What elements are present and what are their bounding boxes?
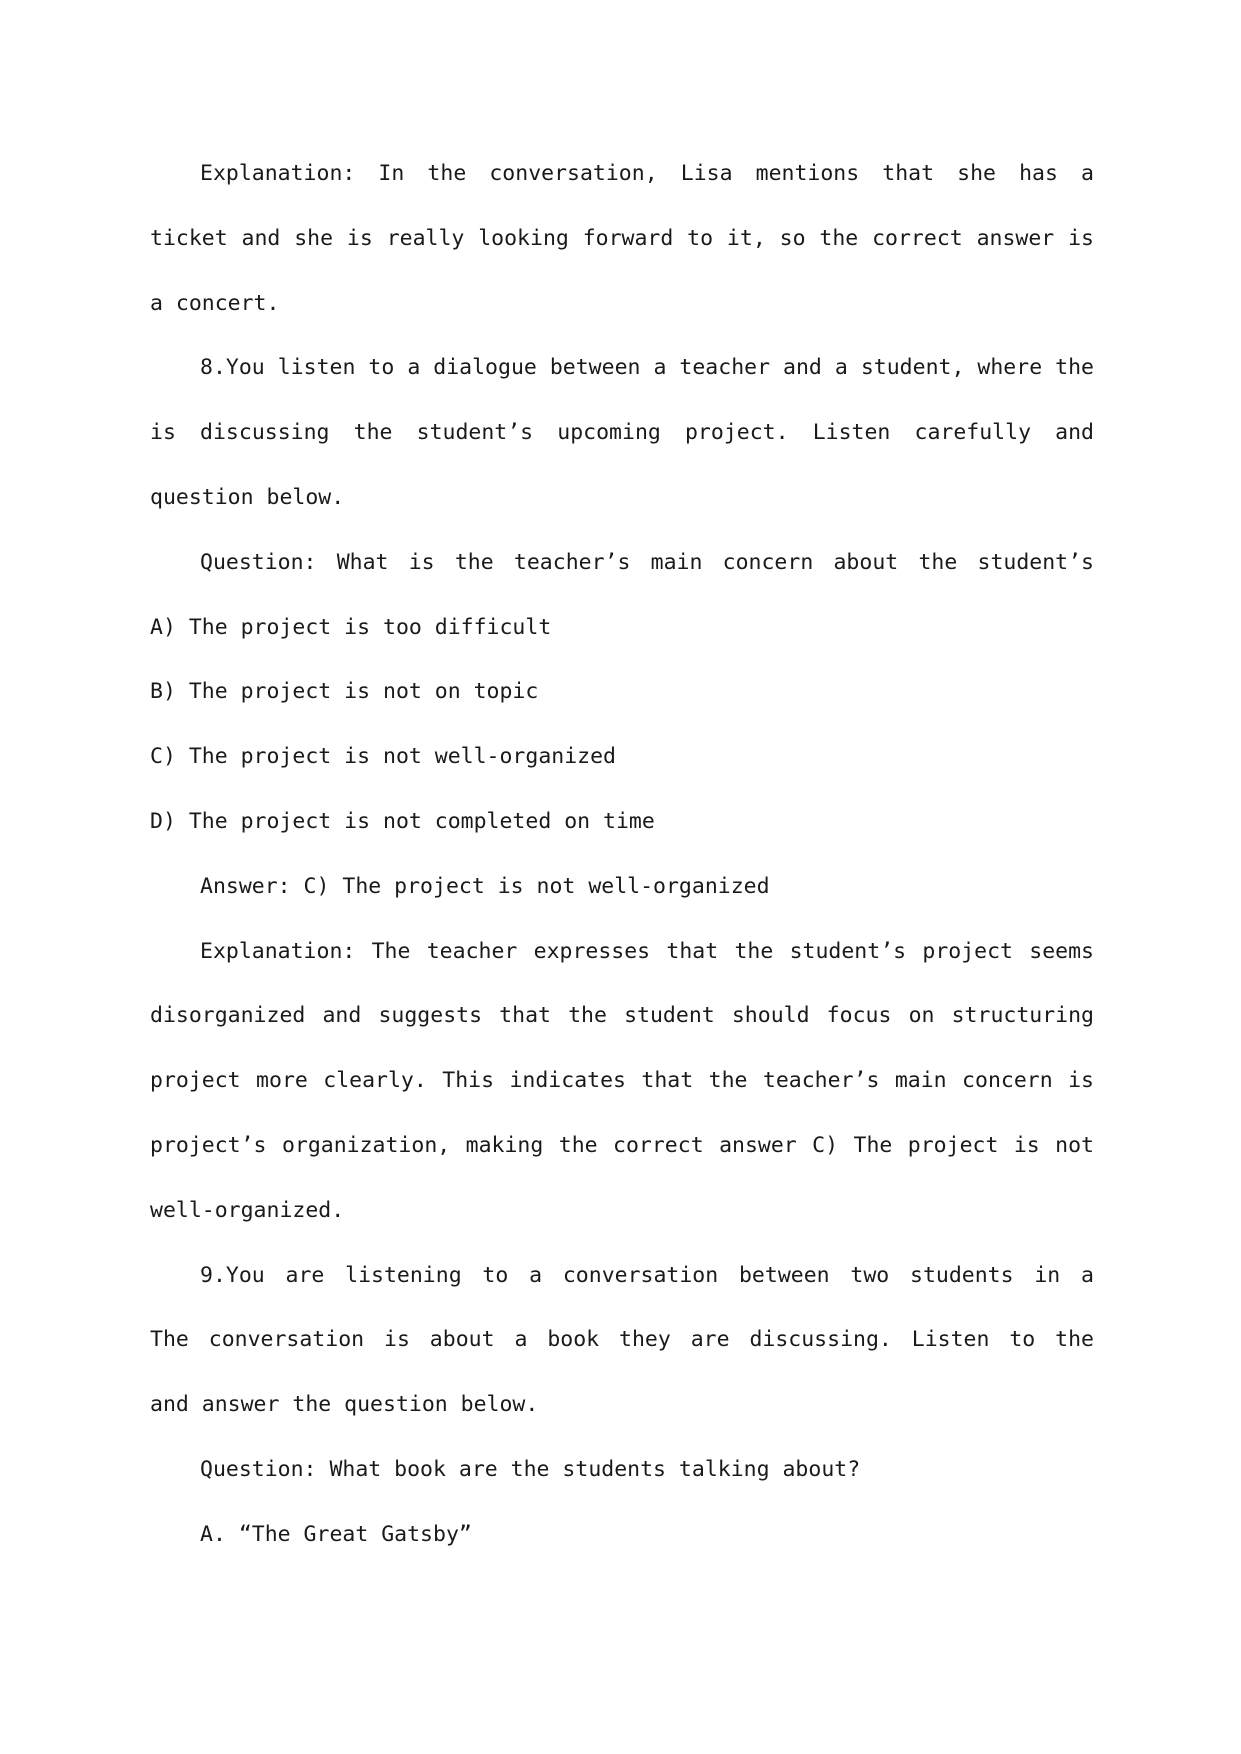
text-line: Explanation: In the conversation, Lisa mentions that she has a (200, 161, 1094, 186)
text-line: disorganized and suggests that the student should focus on structuring (150, 1003, 1094, 1029)
text-line: well-organized. (150, 1197, 345, 1223)
question-line: Question: What book are the students talking about? (200, 1456, 861, 1482)
option-b: B) The project is not on topic (150, 679, 539, 705)
text-line: and answer the question below. (150, 1392, 539, 1418)
text-line: project more clearly. This indicates that the teacher’s main concern is (150, 1068, 1094, 1094)
text-line: a concert. (150, 290, 280, 316)
question-8-line: 8.You listen to a dialogue between a teacher and a student, where the (200, 355, 1094, 381)
option-a: A) The project is too difficult (150, 614, 552, 640)
answer-line: Answer: C) The project is not well-organized (200, 873, 770, 899)
explanation-line: Explanation: The teacher expresses that the student’s project seems (200, 938, 1094, 964)
text-line: is discussing the student’s upcoming project. Listen carefully and (150, 420, 1094, 446)
option-c: C) The project is not well-organized (150, 744, 616, 770)
text-line: The conversation is about a book they are discussing. Listen to the (150, 1327, 1094, 1353)
option-a: A. “The Great Gatsby” (200, 1521, 472, 1547)
option-d: D) The project is not completed on time (150, 808, 655, 834)
question-9-line: 9.You are listening to a conversation between two students in a (200, 1262, 1094, 1288)
text-line: project’s organization, making the correct answer C) The project is not (150, 1132, 1094, 1158)
question-line: Question: What is the teacher’s main concern about the student’s (200, 549, 1094, 575)
document-page (150, 142, 1094, 1568)
text-line: ticket and she is really looking forward to it, so the correct answer is (150, 225, 1094, 251)
text-line: question below. (150, 484, 345, 510)
